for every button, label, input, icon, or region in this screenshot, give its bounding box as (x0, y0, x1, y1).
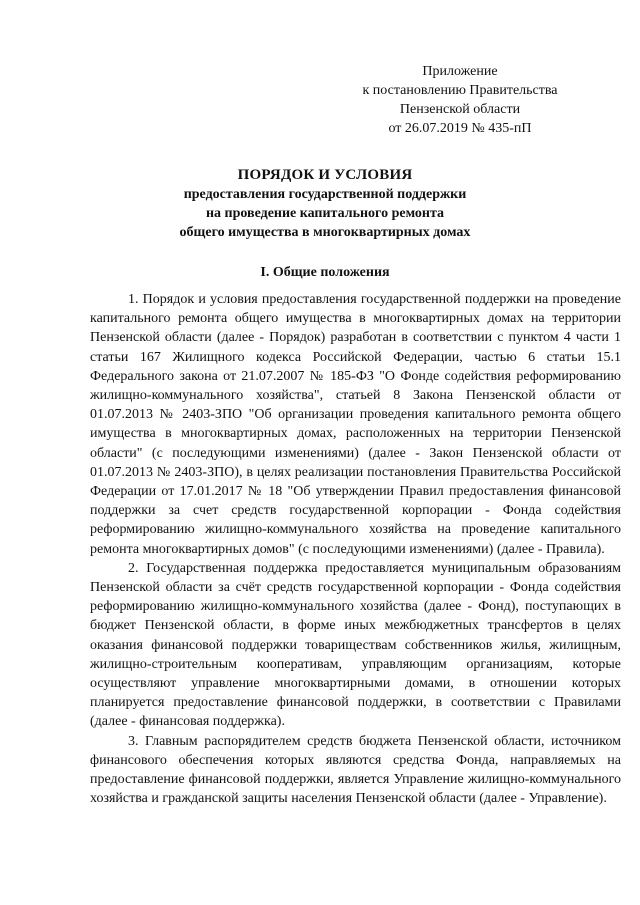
document-title (90, 166, 560, 242)
paragraph: 2. Государственная поддержка предоставляется муниципальным образованиям Пензенской области за счёт средств государственной корпорации - Фонда содействия реформированию жилищно-коммунального хозяйства (далее - Фонд), поступающих в бюджет Пензенской области, в форме иных межбюджетных трансфертов в целях оказания финансовой поддержки товариществам собственников жилья, жилищным, жилищно-строительным кооперативам, управляющим организациям, которые осуществляют управление многоквартирными домами, в отношении которых планируется предоставление финансовой поддержки, в соответствии с Правилами (далее - финансовая поддержка). (90, 560, 621, 730)
document-title-main: ПОРЯДОК И УСЛОВИЯ (237, 167, 413, 183)
document-title-line: предоставления государственной поддержки (183, 187, 467, 202)
approval-line: к постановлению Правительства (362, 83, 558, 98)
paragraph: 3. Главным распорядителем средств бюджета Пензенской области, источником финансового обеспечения которых являются средства Фонда, направляемых на предоставление финансовой поддержки, является Управление жилищно-коммунального хозяйства и гражданской защиты населения Пензенской области (далее - Управление). (90, 733, 621, 807)
document-body (90, 290, 621, 808)
approval-line: от 26.07.2019 № 435-пП (388, 121, 532, 136)
approval-line: Пензенской области (399, 102, 521, 117)
approval-block (330, 62, 590, 138)
document-title-line: на проведение капитального ремонта (205, 206, 445, 221)
section-heading: I. Общие положения (260, 265, 390, 280)
paragraph: 1. Порядок и условия предоставления государственной поддержки на проведение капитального ремонта общего имущества в многоквартирных домах на территории Пензенской области (далее - Порядок) разработан в соответствии с пунктом 4 части 1 статьи 167 Жилищного кодекса Российской Федерации, частью 6 статьи 15.1 Федерального закона от 21.07.2007 № 185-ФЗ "О Фонде содействия реформированию жилищно-коммунального хозяйства", статьей 8 Закона Пензенской области от 01.07.2013 № 2403-ЗПО "Об организации проведения капитального ремонта общего имущества в многоквартирных домах, расположенных на территории Пензенской области" (с последующими изменениями) (далее - Закон Пензенской области от 01.07.2013 № 2403-ЗПО), в целях реализации постановления Правительства Российской Федерации от 17.01.2017 № 18 "Об утверждении Правил предоставления финансовой поддержки за счет средств государственной корпорации - Фонда содействия реформированию жилищно-коммунального хозяйства на проведение капитального ремонта многоквартирных домов" (с последующими изменениями) (далее - Правила). (90, 292, 621, 557)
document-title-line: общего имущества в многоквартирных домах (179, 225, 471, 240)
approval-line: Приложение (422, 64, 498, 79)
